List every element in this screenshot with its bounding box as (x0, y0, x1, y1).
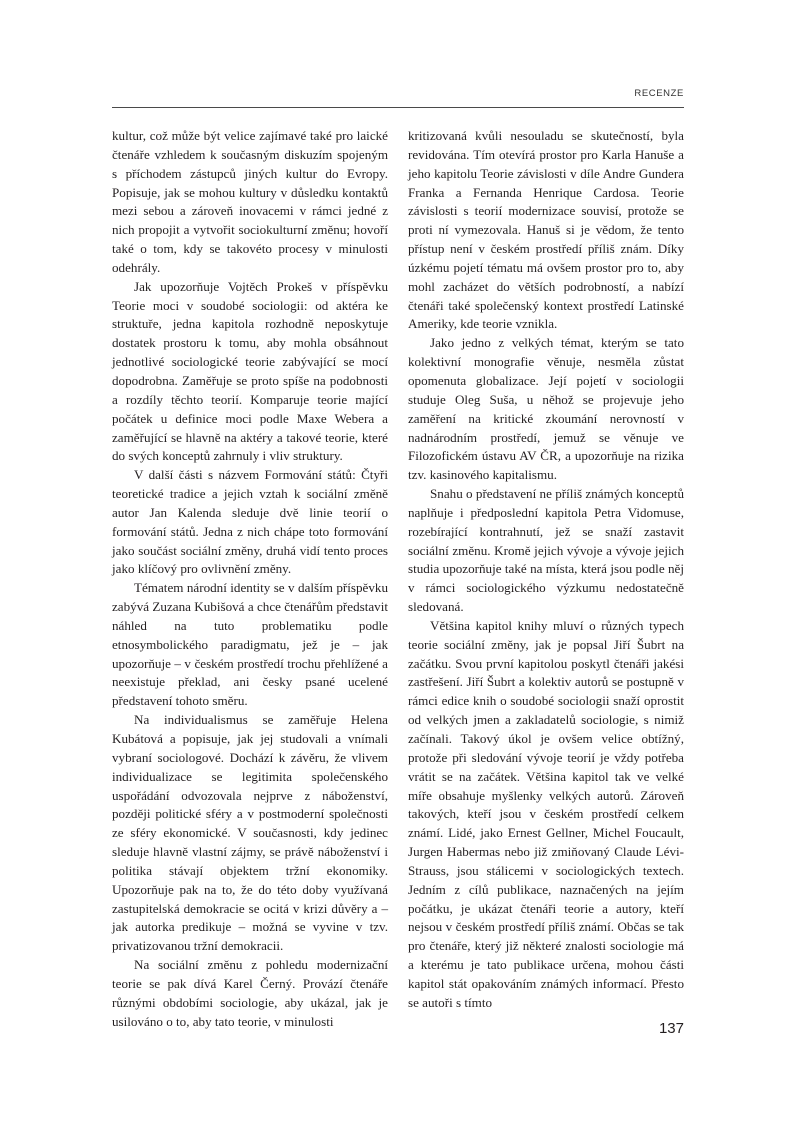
section-label: RECENZE (634, 88, 684, 99)
paragraph: V další části s názvem Formování států: Čtyři teoretické tradice a jejich vztah k sociální změně autor Jan Kalenda sleduje dvě linie teorií o formování států. Jedna z nich chápe toto formování jako součást sociální změny, druhá vidí tento proces jako klíčový pro ovlivnění změny. (112, 467, 388, 577)
paragraph: Jako jedno z velkých témat, kterým se tato kolektivní monografie věnuje, nesměla zůstat opomenuta globalizace. Její pojetí v sociologii studuje Oleg Suša, u něhož se projevuje jeho zaměření na kritické zkoumání nerovností v nadnárodním prostředí, jemuž se věnuje ve Filozofickém ústavu AV ČR, a upozorňuje na rizika tzv. kasinového kapitalismu. (408, 335, 684, 483)
paragraph: kritizovaná kvůli nesouladu se skutečností, byla revidována. Tím otevírá prostor pro Karla Hanuše a jeho kapitolu Teorie závislosti v díle Andre Gundera Franka a Fernanda Henrique Cardosa. Teorie závislosti s teorií modernizace souvisí, protože se proti ní vymezovala. Hanuš si je vědom, že tento přístup není v českém prostředí příliš znám. Díky úzkému pojetí tématu má ovšem prostor pro to, aby mohl zacházet do větších podrobností, a nabízí čtenáři také společenský kontext prostředí Latinské Ameriky, kde teorie vznikla. (408, 128, 684, 332)
left-column (112, 127, 388, 1032)
paragraph: Na individualismus se zaměřuje Helena Kubátová a popisuje, jak jej studovali a vnímali vybraní sociologové. Dochází k závěru, že vlivem individualizace se legitimita společenského uspořádání odvozovala nejprve z náboženství, později politické sféry a v postmoderní společnosti ze sféry ekonomické. V současnosti, kdy jedinec sleduje hlavně vlastní zájmy, se právě náboženství i politika stávají objektem tržní ekonomiky. Upozorňuje pak na to, že do této doby využívaná zastupitelská demokracie se ocitá v krizi důvěry a – jak autorka predikuje – možná se vyvine v tzv. privatizovanou tržní demokracii. (112, 712, 388, 954)
paragraph: Většina kapitol knihy mluví o různých typech teorie sociální změny, jak je popsal Jiří Šubrt na začátku. Svou první kapitolou poskytl čtenáři jakési zastřešení. Jiří Šubrt a kolektiv autorů se postupně v rámci edice knih o soudobé sociologii snaží oprostit od velkých jmen a zakladatelů sociologie, s nimiž začínali. Takový úkol je ovšem velice obtížný, protože při sledování vývoje teorií je vždy potřeba vrátit se na začátek. Většina kapitol tak ve velké míře obsahuje myšlenky velkých autorů. Zároveň takových, kteří jsou v českém prostředí celkem známí. Lidé, jako Ernest Gellner, Michel Foucault, Jurgen Habermas nebo již zmiňovaný Claude Lévi-Strauss, jsou stálicemi v sociologických textech. Jedním z cílů publikace, naznačených na jejím počátku, je ukázat čtenáři teorie a autory, kteří nejsou v českém prostředí příliš známí. Občas se tak pro čtenáře, který již některé znalosti sociologie má a kterému je tato publikace určena, mohou části kapitol stát opakováním známých informací. Přesto se autoři s tímto (408, 617, 684, 1010)
paragraph: Tématem národní identity se v dalším příspěvku zabývá Zuzana Kubišová a chce čtenářům představit náhled na tuto problematiku podle etnosymbolického paradigmatu, jež je – jak upozorňuje – v českém prostředí trochu přehlížené a neexistuje překlad, ani česky psané ucelené představení tohoto směru. (112, 580, 388, 709)
header-rule (112, 107, 684, 108)
paragraph: Jak upozorňuje Vojtěch Prokeš v příspěvku Teorie moci v soudobé sociologii: od aktéra ke struktuře, jedna kapitola rozhodně neposkytuje dostatek prostoru k tomu, aby mohla obsáhnout jednotlivé sociologické teorie zabývající se mocí dopodrobna. Zaměřuje se proto spíše na podobnosti a rozdíly těchto teorií. Komparuje teorie mající počátek u definice moci podle Maxe Webera a zaměřující se hlavně na aktéry a takové teorie, které do svých konceptů zahrnuly i vliv struktury. (112, 278, 388, 464)
page-number: 137 (658, 1020, 684, 1037)
paragraph: Na sociální změnu z pohledu modernizační teorie se pak dívá Karel Černý. Provází čtenáře různými obdobími sociologie, aby ukázal, jak je usilováno o to, aby tato teorie, v minulosti (112, 957, 388, 1029)
paragraph: Snahu o představení ne příliš známých konceptů naplňuje i předposlední kapitola Petra Vidomuse, rozebírající kontrahnutí, jež se snaží zastavit sociální změnu. Kromě jejich vývoje a vývoje jejich studia upozorňuje také na místa, která jsou podle něj v rámci sociologického výzkumu nedostatečně sledovaná. (408, 486, 684, 615)
right-column (408, 127, 684, 1013)
paragraph: kultur, což může být velice zajímavé také pro laické čtenáře vzhledem k současným diskuzím spojeným s příchodem zástupců jiných kultur do Evropy. Popisuje, jak se mohou kultury v důsledku kontaktů mezi sebou a zároveň inovacemi v rámci jedné z nich propojit a vytvořit sociokulturní změnu; hovoří také o tom, kdy se takovéto procesy v minulosti odehrály. (112, 128, 388, 275)
